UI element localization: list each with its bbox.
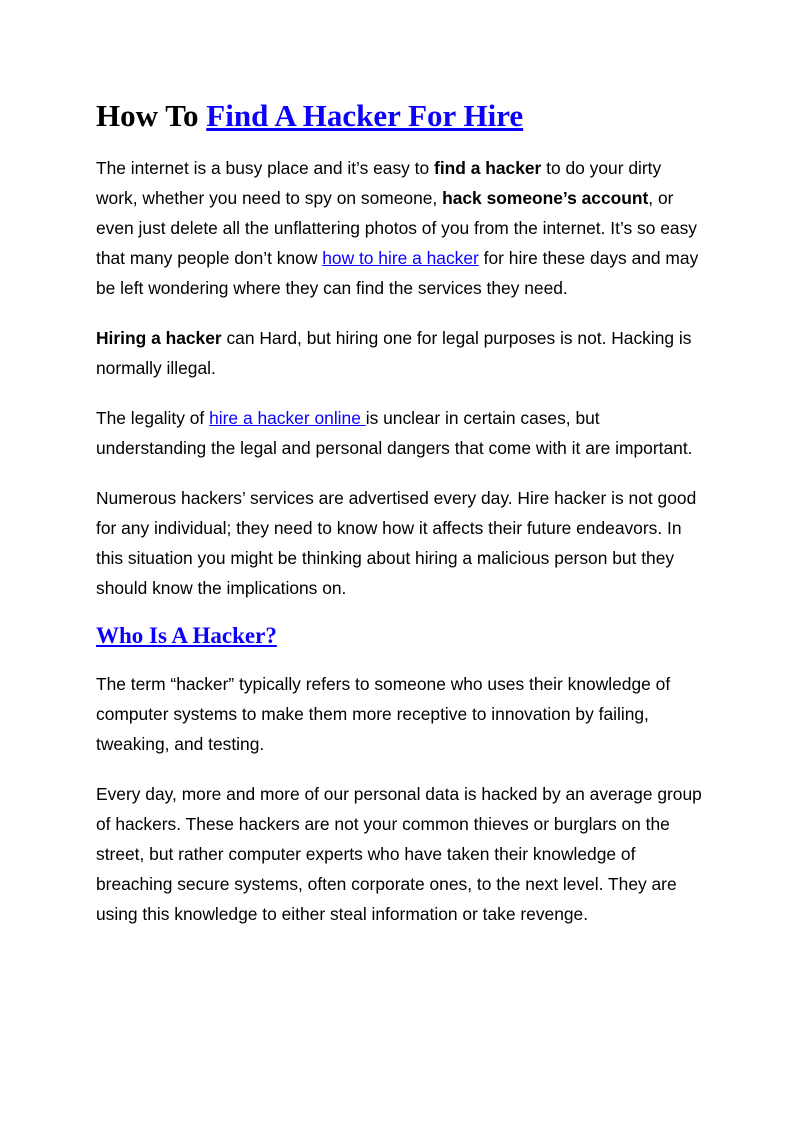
page-title [96, 96, 706, 136]
intro-text-4: for hire these days and may be left wondering where they can find the services they need. [96, 248, 699, 298]
intro-text-3: , or even just delete all the unflattering photos of you from the internet. It’s so easy that many people don’t know [96, 188, 697, 268]
intro-text-1: The internet is a busy place and it’s easy to [96, 158, 435, 178]
intro-text-2: to do your dirty work, whether you need to spy on someone, [96, 158, 662, 208]
title-prefix: How To [96, 98, 199, 133]
hire-online-link[interactable]: hire a hacker online [209, 408, 366, 428]
everyday-paragraph: Every day, more and more of our personal data is hacked by an average group of hackers. These hackers are not your common thieves or burglars on the street, but rather computer experts who have taken their knowledge of breaching secure systems, often corporate ones, to the next level. They are using this knowledge to either steal information or take revenge. [96, 784, 702, 924]
intro-paragraph [96, 153, 706, 303]
intro-bold-hack-account: hack someone’s account [442, 188, 649, 208]
document-page [96, 96, 706, 949]
legality-text-2: is unclear in certain cases, but understanding the legal and personal dangers that come with it are important. [96, 408, 693, 458]
intro-bold-find-hacker: find a hacker [434, 158, 542, 178]
how-to-hire-link[interactable]: how to hire a hacker [322, 248, 479, 268]
definition-paragraph: The term “hacker” typically refers to someone who uses their knowledge of computer systems to make them more receptive to innovation by failing, tweaking, and testing. [96, 674, 671, 754]
legality-text-1: The legality of [96, 408, 210, 428]
numerous-paragraph: Numerous hackers’ services are advertised every day. Hire hacker is not good for any individual; they need to know how it affects their future endeavors. In this situation you might be thinking about hiring a malicious person but they should know the implications on. [96, 488, 697, 598]
legality-paragraph [96, 403, 706, 463]
section-heading-link[interactable]: Who Is A Hacker? [96, 623, 277, 648]
section-heading [96, 621, 706, 651]
title-link[interactable]: Find A Hacker For Hire [206, 98, 524, 133]
hiring-paragraph [96, 323, 706, 383]
hiring-bold: Hiring a hacker [96, 328, 222, 348]
hiring-text: can Hard, but hiring one for legal purposes is not. Hacking is normally illegal. [96, 328, 692, 378]
